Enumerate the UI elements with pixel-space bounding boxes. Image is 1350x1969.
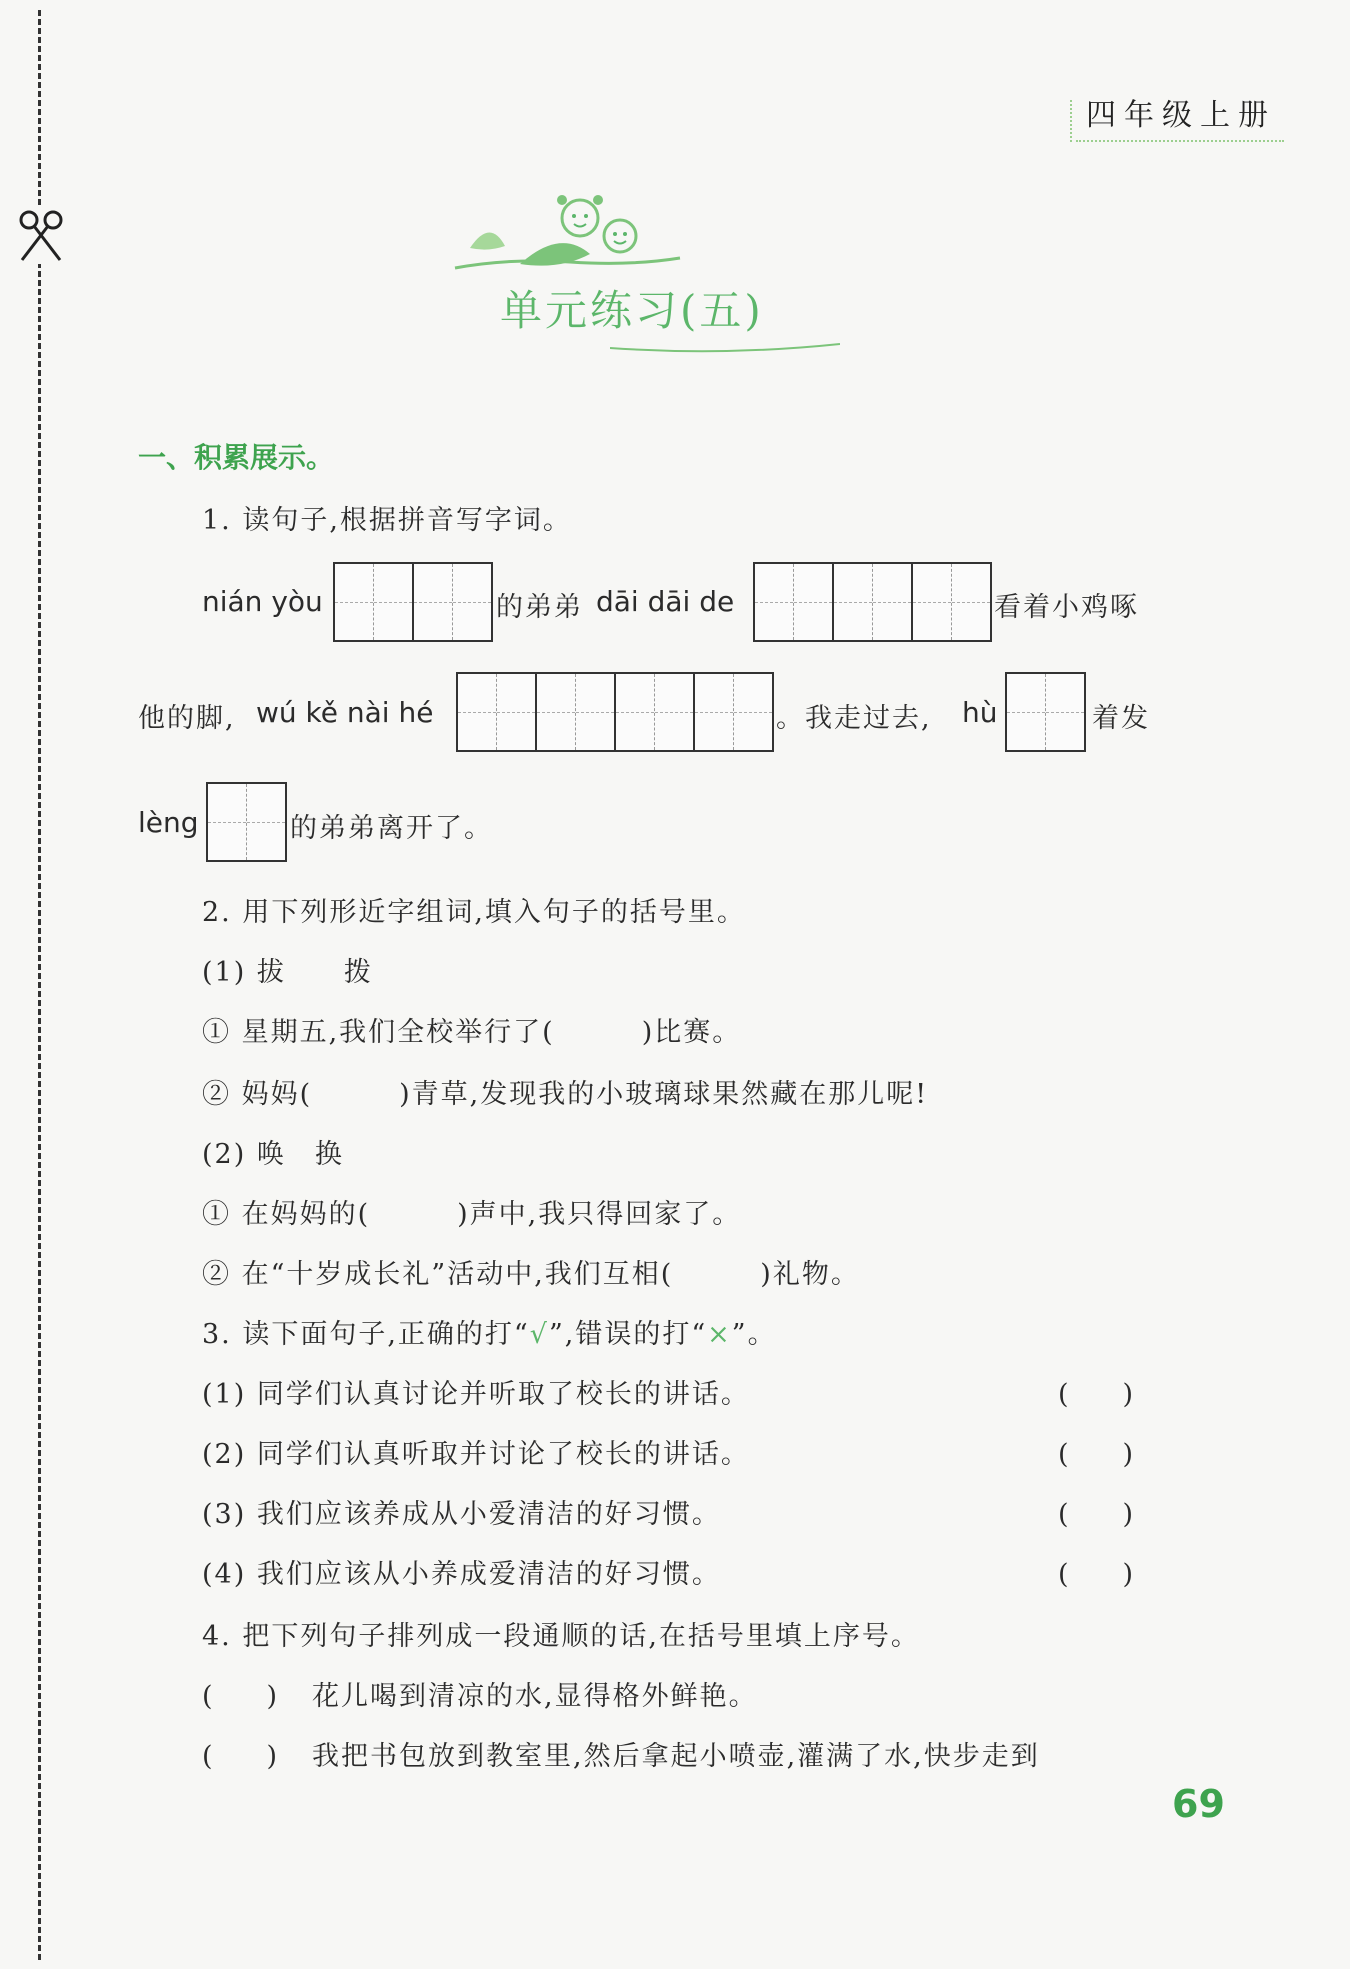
q4-order-2[interactable]: ( ) [202,1741,278,1772]
scissors-icon [16,208,66,264]
question-4-label: 4. 把下列句子排列成一段通顺的话,在括号里填上序号。 [202,1621,920,1652]
sentence-text-5: 着发 [1092,703,1150,734]
writing-grid-hu[interactable] [1005,672,1086,752]
writing-grid-dai-dai-de[interactable] [753,562,992,642]
q3-answer-1[interactable]: ( ) [1058,1379,1134,1410]
question-3-label: 3. 读下面句子,正确的打“√”,错误的打“×”。 [202,1319,777,1350]
question-1-label: 1. 读句子,根据拼音写字词。 [202,505,572,536]
q2-group-1: (1) 拔 拨 [202,957,373,988]
cross-mark-icon: × [707,1319,732,1350]
sentence-text-6: 的弟弟离开了。 [290,813,493,844]
writing-grid-leng[interactable] [206,782,287,862]
page-title: 单元练习(五) [500,286,764,335]
pinyin-dai-dai-de: dāi dāi de [596,585,735,618]
pinyin-leng: lèng [138,806,199,839]
page-number: 69 [1172,1782,1225,1826]
q2-item-1a[interactable]: ① 星期五,我们全校举行了( )比赛。 [202,1017,742,1048]
q4-sentence-2: 我把书包放到教室里,然后拿起小喷壶,灌满了水,快步走到 [312,1741,1040,1772]
q3-item-3: (3) 我们应该养成从小爱清洁的好习惯。 [202,1499,721,1530]
sentence-text-2: 看着小鸡啄 [994,592,1139,623]
q3-item-2: (2) 同学们认真听取并讨论了校长的讲话。 [202,1439,750,1470]
pinyin-hu: hù [962,696,998,729]
q3-answer-4[interactable]: ( ) [1058,1559,1134,1590]
section-heading: 一、积累展示。 [138,441,335,474]
kids-decoration-icon [450,188,690,288]
q2-group-2: (2) 唤 换 [202,1139,344,1170]
q4-order-1[interactable]: ( ) [202,1681,278,1712]
title-underline [610,338,840,358]
question-2-label: 2. 用下列形近字组词,填入句子的括号里。 [202,897,746,928]
writing-grid-nian-you[interactable] [333,562,493,642]
sentence-text-4: 。我走过去, [776,703,932,734]
sentence-text-3: 他的脚, [138,703,236,734]
pinyin-wu-ke-nai-he: wú kě nài hé [256,696,434,729]
q3-answer-3[interactable]: ( ) [1058,1499,1134,1530]
check-mark-icon: √ [529,1319,549,1350]
sentence-text-1: 的弟弟 [496,592,583,623]
q2-item-1b[interactable]: ② 妈妈( )青草,发现我的小玻璃球果然藏在那儿呢! [202,1079,929,1110]
cut-line [38,10,41,1960]
q2-item-2b[interactable]: ② 在“十岁成长礼”活动中,我们互相( )礼物。 [202,1259,860,1290]
q3-item-4: (4) 我们应该从小养成爱清洁的好习惯。 [202,1559,721,1590]
q3-item-1: (1) 同学们认真讨论并听取了校长的讲话。 [202,1379,750,1410]
q2-item-2a[interactable]: ① 在妈妈的( )声中,我只得回家了。 [202,1199,742,1230]
grade-label: 四年级上册 [1076,88,1284,142]
q3-answer-2[interactable]: ( ) [1058,1439,1134,1470]
writing-grid-wu-ke-nai-he[interactable] [456,672,774,752]
q4-sentence-1: 花儿喝到清凉的水,显得格外鲜艳。 [312,1681,758,1712]
pinyin-nian-you: nián yòu [202,585,323,618]
